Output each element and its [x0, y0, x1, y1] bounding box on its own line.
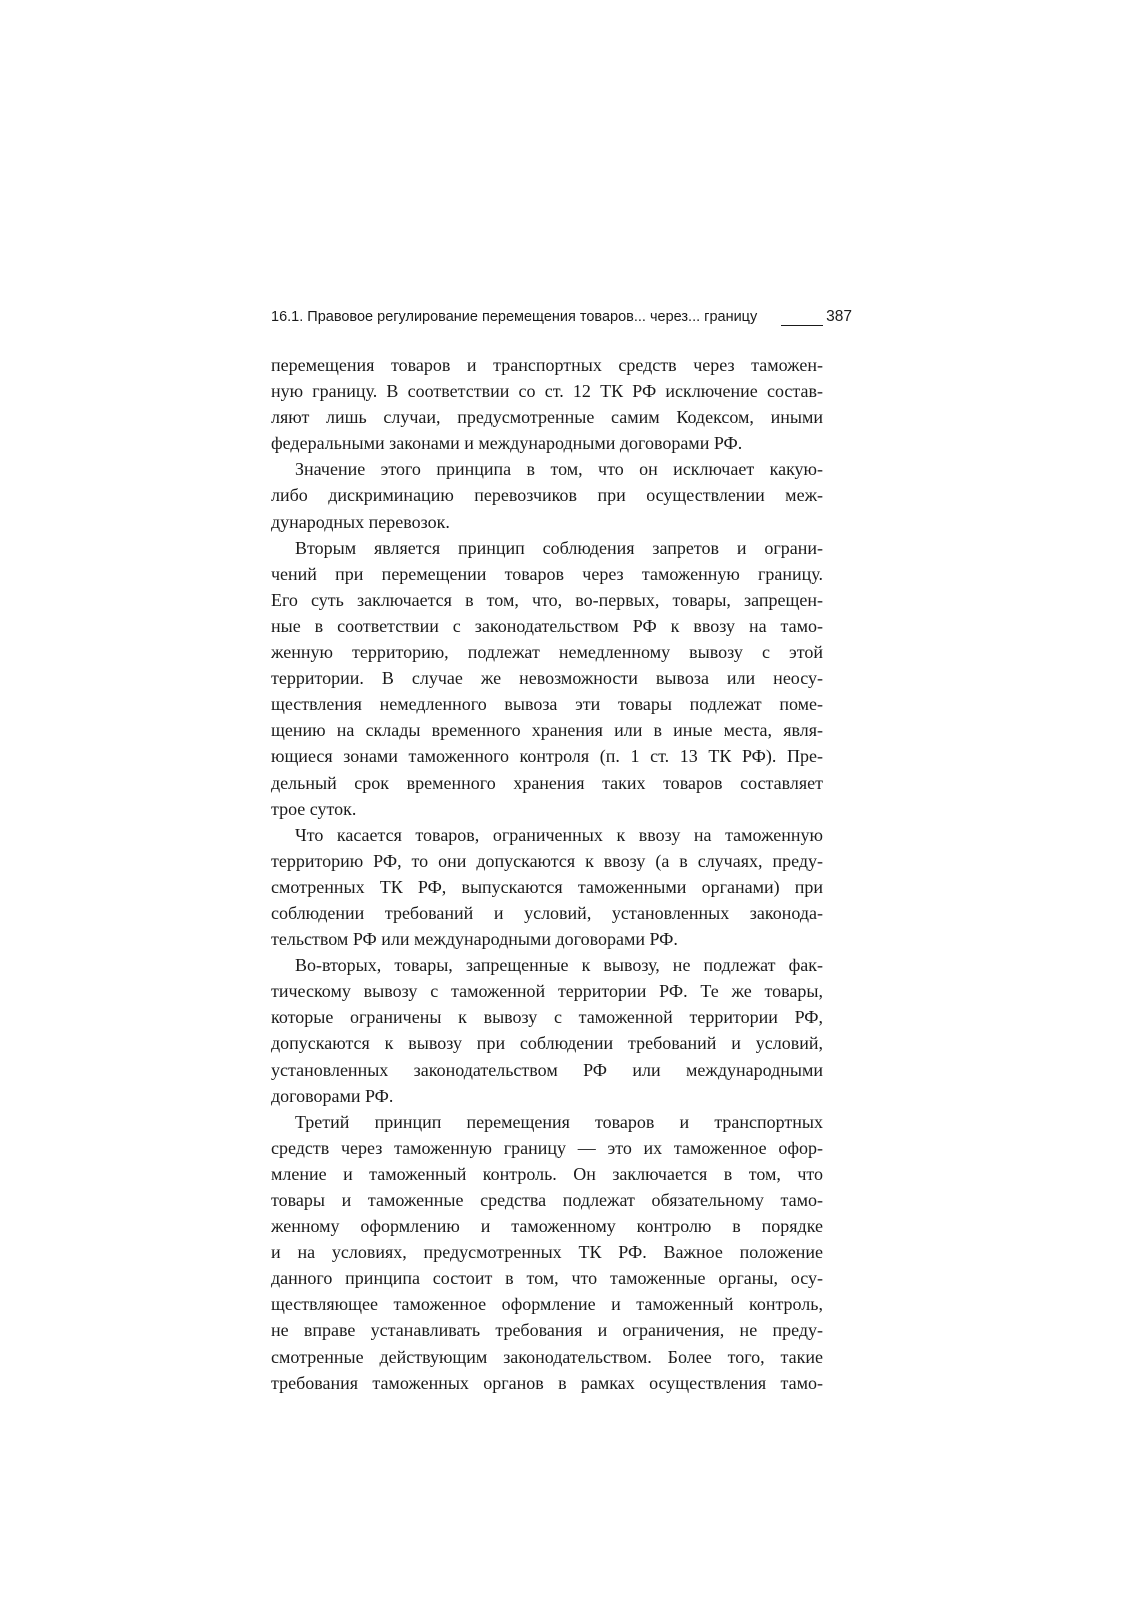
text-line: Что касается товаров, ограниченных к ввозу на таможенную	[295, 824, 823, 845]
text-line: щению на склады временного хранения или в иные места, явля-	[271, 720, 823, 741]
text-line: мление и таможенный контроль. Он заключается в том, что	[271, 1163, 823, 1184]
text-line: товары и таможенные средства подлежат обязательному тамо-	[271, 1190, 823, 1210]
text-line: женную территорию, подлежат немедленному вывозу с этой	[271, 642, 823, 663]
running-head-title: 16.1. Правовое регулирование перемещения товаров... через... границу	[271, 309, 758, 325]
text-line: и на условиях, предусмотренных ТК РФ. Важное положение	[271, 1242, 823, 1263]
text-line: ществляющее таможенное оформление и таможенный контроль,	[271, 1294, 823, 1315]
text-line: ществления немедленного вывоза эти товары подлежат поме-	[271, 694, 823, 715]
text-line: территории. В случае же невозможности вывоза или неосу-	[271, 668, 823, 689]
page-number: 387	[826, 308, 852, 325]
text-line: ные в соответствии с законодательством РФ к ввозу на тамо-	[271, 615, 823, 636]
text-line: смотренные действующим законодательством. Более того, такие	[271, 1346, 823, 1367]
text-line: которые ограничены к вывозу с таможенной территории РФ,	[271, 1007, 823, 1028]
text-line: ную границу. В соответствии со ст. 12 ТК РФ исключение состав-	[271, 381, 823, 402]
text-line: территорию РФ, то они допускаются к ввозу (а в случаях, преду-	[271, 850, 823, 871]
text-line: чений при перемещении товаров через таможенную границу.	[271, 563, 823, 584]
text-line: Вторым является принцип соблюдения запретов и ограни-	[295, 537, 823, 558]
text-line: дельный срок временного хранения таких товаров составляет	[271, 772, 823, 793]
text-line: федеральными законами и международными договорами РФ.	[271, 433, 743, 454]
text-line: смотренных ТК РФ, выпускаются таможенными органами) при	[271, 876, 823, 897]
text-line: женному оформлению и таможенному контролю в порядке	[271, 1216, 823, 1237]
text-line: Его суть заключается в том, что, во-первых, товары, запрещен-	[271, 589, 823, 610]
text-line: ющиеся зонами таможенного контроля (п. 1 ст. 13 ТК РФ). Пре-	[271, 746, 823, 767]
text-line: установленных законодательством РФ или международными	[271, 1059, 823, 1080]
text-line: либо дискриминацию перевозчиков при осуществлении меж-	[271, 485, 823, 506]
text-line: соблюдении требований и условий, установленных законода-	[271, 902, 823, 923]
text-line: данного принципа состоит в том, что таможенные органы, осу-	[271, 1268, 823, 1289]
text-line: ляют лишь случаи, предусмотренные самим Кодексом, иными	[271, 407, 823, 428]
text-line: Третий принцип перемещения товаров и транспортных	[295, 1111, 823, 1132]
running-head-rule	[781, 325, 823, 326]
text-line: перемещения товаров и транспортных средств через таможен-	[271, 355, 823, 375]
text-line: тельством РФ или международными договорами РФ.	[271, 929, 678, 950]
text-line: дународных перевозок.	[271, 511, 450, 532]
text-line: средств через таможенную границу — это их таможенное офор-	[271, 1137, 823, 1158]
text-line: не вправе устанавливать требования и ограничения, не преду-	[271, 1320, 823, 1341]
text-line: требования таможенных органов в рамках осуществления тамо-	[271, 1372, 823, 1393]
text-line: договорами РФ.	[271, 1085, 394, 1106]
text-line: Во-вторых, товары, запрещенные к вывозу, не подлежат фак-	[295, 955, 823, 976]
text-line: тическому вывозу с таможенной территории РФ. Те же товары,	[271, 981, 823, 1002]
body-text	[271, 352, 823, 1396]
running-head	[271, 306, 852, 328]
text-line: трое суток.	[271, 798, 357, 819]
text-line: допускаются к вывозу при соблюдении требований и условий,	[271, 1033, 823, 1054]
text-line: Значение этого принципа в том, что он исключает какую-	[295, 459, 823, 480]
